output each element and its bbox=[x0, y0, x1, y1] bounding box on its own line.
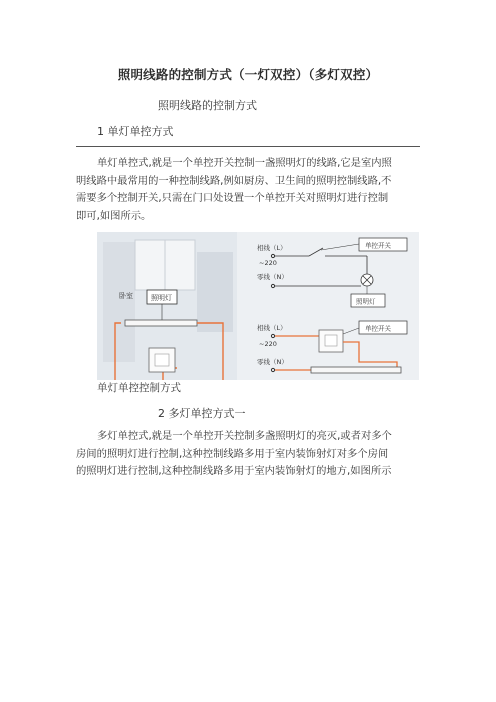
paragraph-line: 房间的照明灯进行控制,这种控制线路多用于室内装饰射灯对多个房间 bbox=[76, 447, 389, 460]
neutral-label-bottom: 零线（N） bbox=[257, 358, 288, 366]
document-title: 照明线路的控制方式（一灯双控）（多灯双控） bbox=[117, 67, 379, 82]
fluorescent-lamp-bottom bbox=[311, 367, 401, 373]
lamp-label: 照明灯 bbox=[151, 294, 172, 302]
voltage-label-bottom: ~220 bbox=[259, 340, 277, 348]
document-subtitle: 照明线路的控制方式 bbox=[158, 99, 257, 112]
door-shade bbox=[197, 252, 233, 332]
section-heading-1: 1 单灯单控方式 bbox=[97, 125, 174, 138]
divider bbox=[76, 146, 420, 147]
paragraph-1 bbox=[76, 155, 420, 225]
switch-label-top: 单控开关 bbox=[365, 241, 391, 250]
voltage-label-top: ~220 bbox=[259, 259, 277, 267]
live-label-bottom: 相线（L） bbox=[257, 324, 287, 332]
paragraph-line: 即可,如图所示。 bbox=[76, 209, 152, 222]
paragraph-line: 需要多个控制开关,只需在门口处设置一个单控开关对照明灯进行控制 bbox=[76, 192, 389, 205]
wiring-diagram-image bbox=[97, 232, 419, 380]
wiring-figure bbox=[97, 232, 419, 380]
lamp-label-top: 照明灯 bbox=[356, 297, 376, 306]
paragraph-line: 多灯单控式,就是一个单控开关控制多盏照明灯的亮灭,或者对多个 bbox=[97, 430, 392, 442]
figure-caption: 单灯单控控制方式 bbox=[97, 382, 181, 394]
paragraph-2 bbox=[76, 428, 420, 481]
paragraph-line: 单灯单控式,就是一个单控开关控制一盏照明灯的线路,它是室内照 bbox=[97, 157, 392, 169]
live-label-top: 相线（L） bbox=[257, 244, 287, 252]
neutral-label-top: 零线（N） bbox=[257, 273, 288, 281]
fluorescent-lamp bbox=[125, 320, 197, 326]
paragraph-line: 明线路中最常用的一种控制线路,例如厨房、卫生间的照明控制线路,不 bbox=[76, 174, 392, 187]
section-heading-2: 2 多灯单控方式一 bbox=[158, 407, 246, 420]
switch-label-bottom: 单控开关 bbox=[365, 324, 391, 333]
room-wall-shade bbox=[103, 242, 135, 362]
room-label: 卧室 bbox=[119, 292, 133, 300]
paragraph-line: 的照明灯进行控制,这种控制线路多用于室内装饰射灯的地方,如图所示 bbox=[76, 465, 392, 478]
